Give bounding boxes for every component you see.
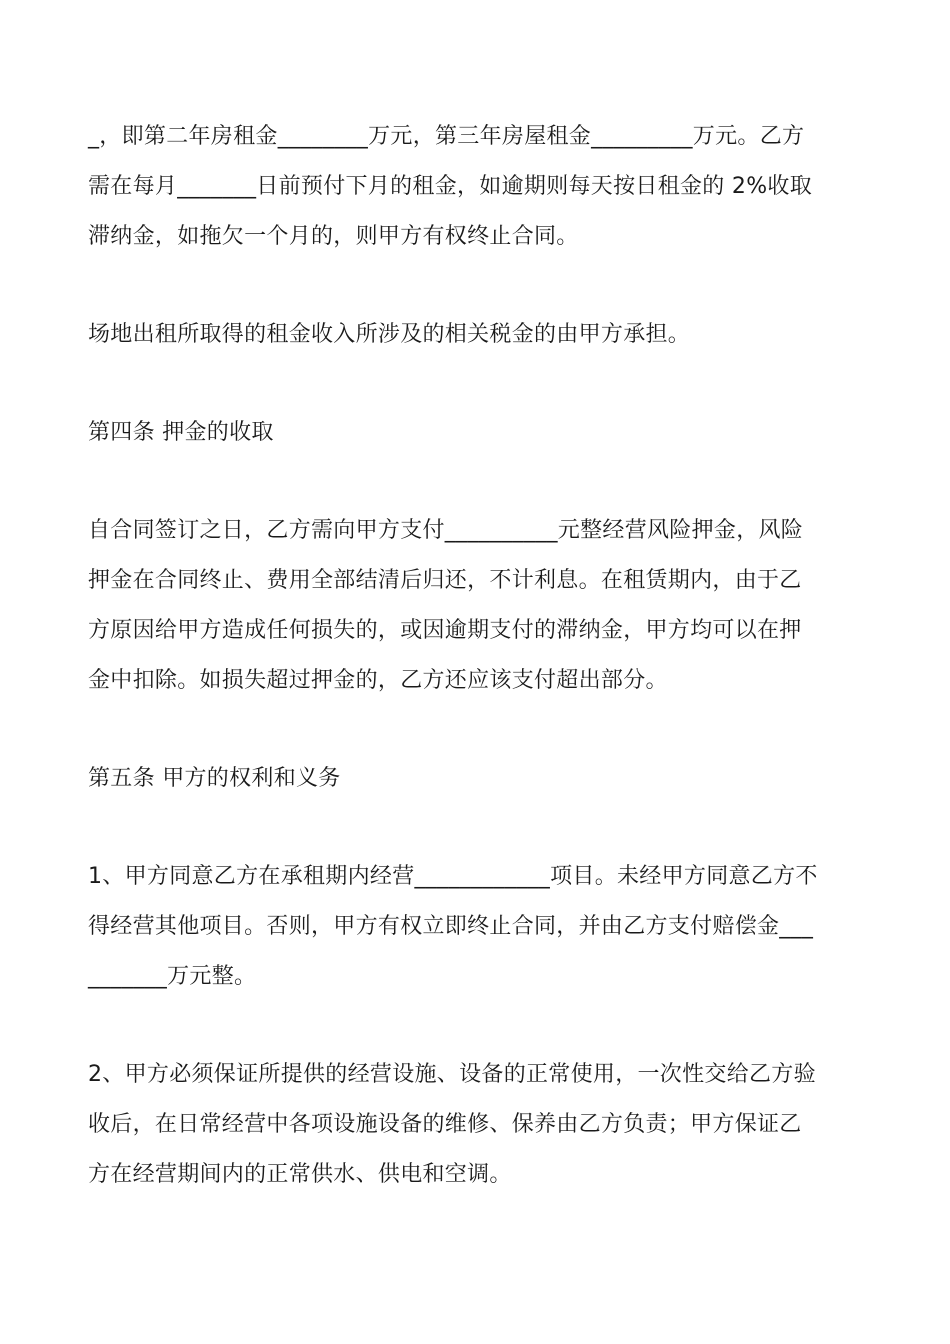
text-line: _______万元整。 [88, 964, 257, 989]
text-line: 押金在合同终止、费用全部结清后归还，不计利息。在租赁期内，由于乙 [88, 568, 802, 593]
text-line: 金中扣除。如损失超过押金的，乙方还应该支付超出部分。 [88, 668, 668, 693]
rent-payment-paragraph [88, 112, 864, 262]
tax-paragraph [88, 310, 864, 360]
text-line: 滞纳金，如拖欠一个月的，则甲方有权终止合同。 [88, 224, 579, 249]
heading-text: 第四条 押金的收取 [88, 420, 274, 445]
paragraph-gap [88, 804, 864, 852]
text-line: 收后，在日常经营中各项设施设备的维修、保养由乙方负责；甲方保证乙 [88, 1112, 802, 1137]
text-line: 1、甲方同意乙方在承租期内经营____________项目。未经甲方同意乙方不 [88, 864, 818, 889]
paragraph-gap [88, 262, 864, 310]
document-body [88, 112, 864, 1200]
paragraph-gap [88, 706, 864, 754]
text-line: 得经营其他项目。否则，甲方有权立即终止合同，并由乙方支付赔偿金___ [88, 914, 814, 939]
deposit-paragraph [88, 506, 864, 706]
section-heading-deposit [88, 408, 864, 458]
section-heading-party-a [88, 754, 864, 804]
text-line: 场地出租所取得的租金收入所涉及的相关税金的由甲方承担。 [88, 322, 691, 347]
paragraph-gap [88, 458, 864, 506]
text-line: 需在每月_______日前预付下月的租金，如逾期则每天按日租金的 2%收取 [88, 174, 812, 199]
paragraph-gap [88, 1002, 864, 1050]
heading-text: 第五条 甲方的权利和义务 [88, 766, 341, 791]
text-line: _，即第二年房租金________万元，第三年房屋租金_________万元。乙方 [88, 124, 805, 149]
clause-2-paragraph [88, 1050, 864, 1200]
clause-1-paragraph [88, 852, 864, 1002]
text-line: 方原因给甲方造成任何损失的，或因逾期支付的滞纳金，甲方均可以在押 [88, 618, 802, 643]
paragraph-gap [88, 360, 864, 408]
text-line: 2、甲方必须保证所提供的经营设施、设备的正常使用，一次性交给乙方验 [88, 1062, 816, 1087]
text-line: 自合同签订之日，乙方需向甲方支付__________元整经营风险押金，风险 [88, 518, 804, 543]
text-line: 方在经营期间内的正常供水、供电和空调。 [88, 1162, 512, 1187]
